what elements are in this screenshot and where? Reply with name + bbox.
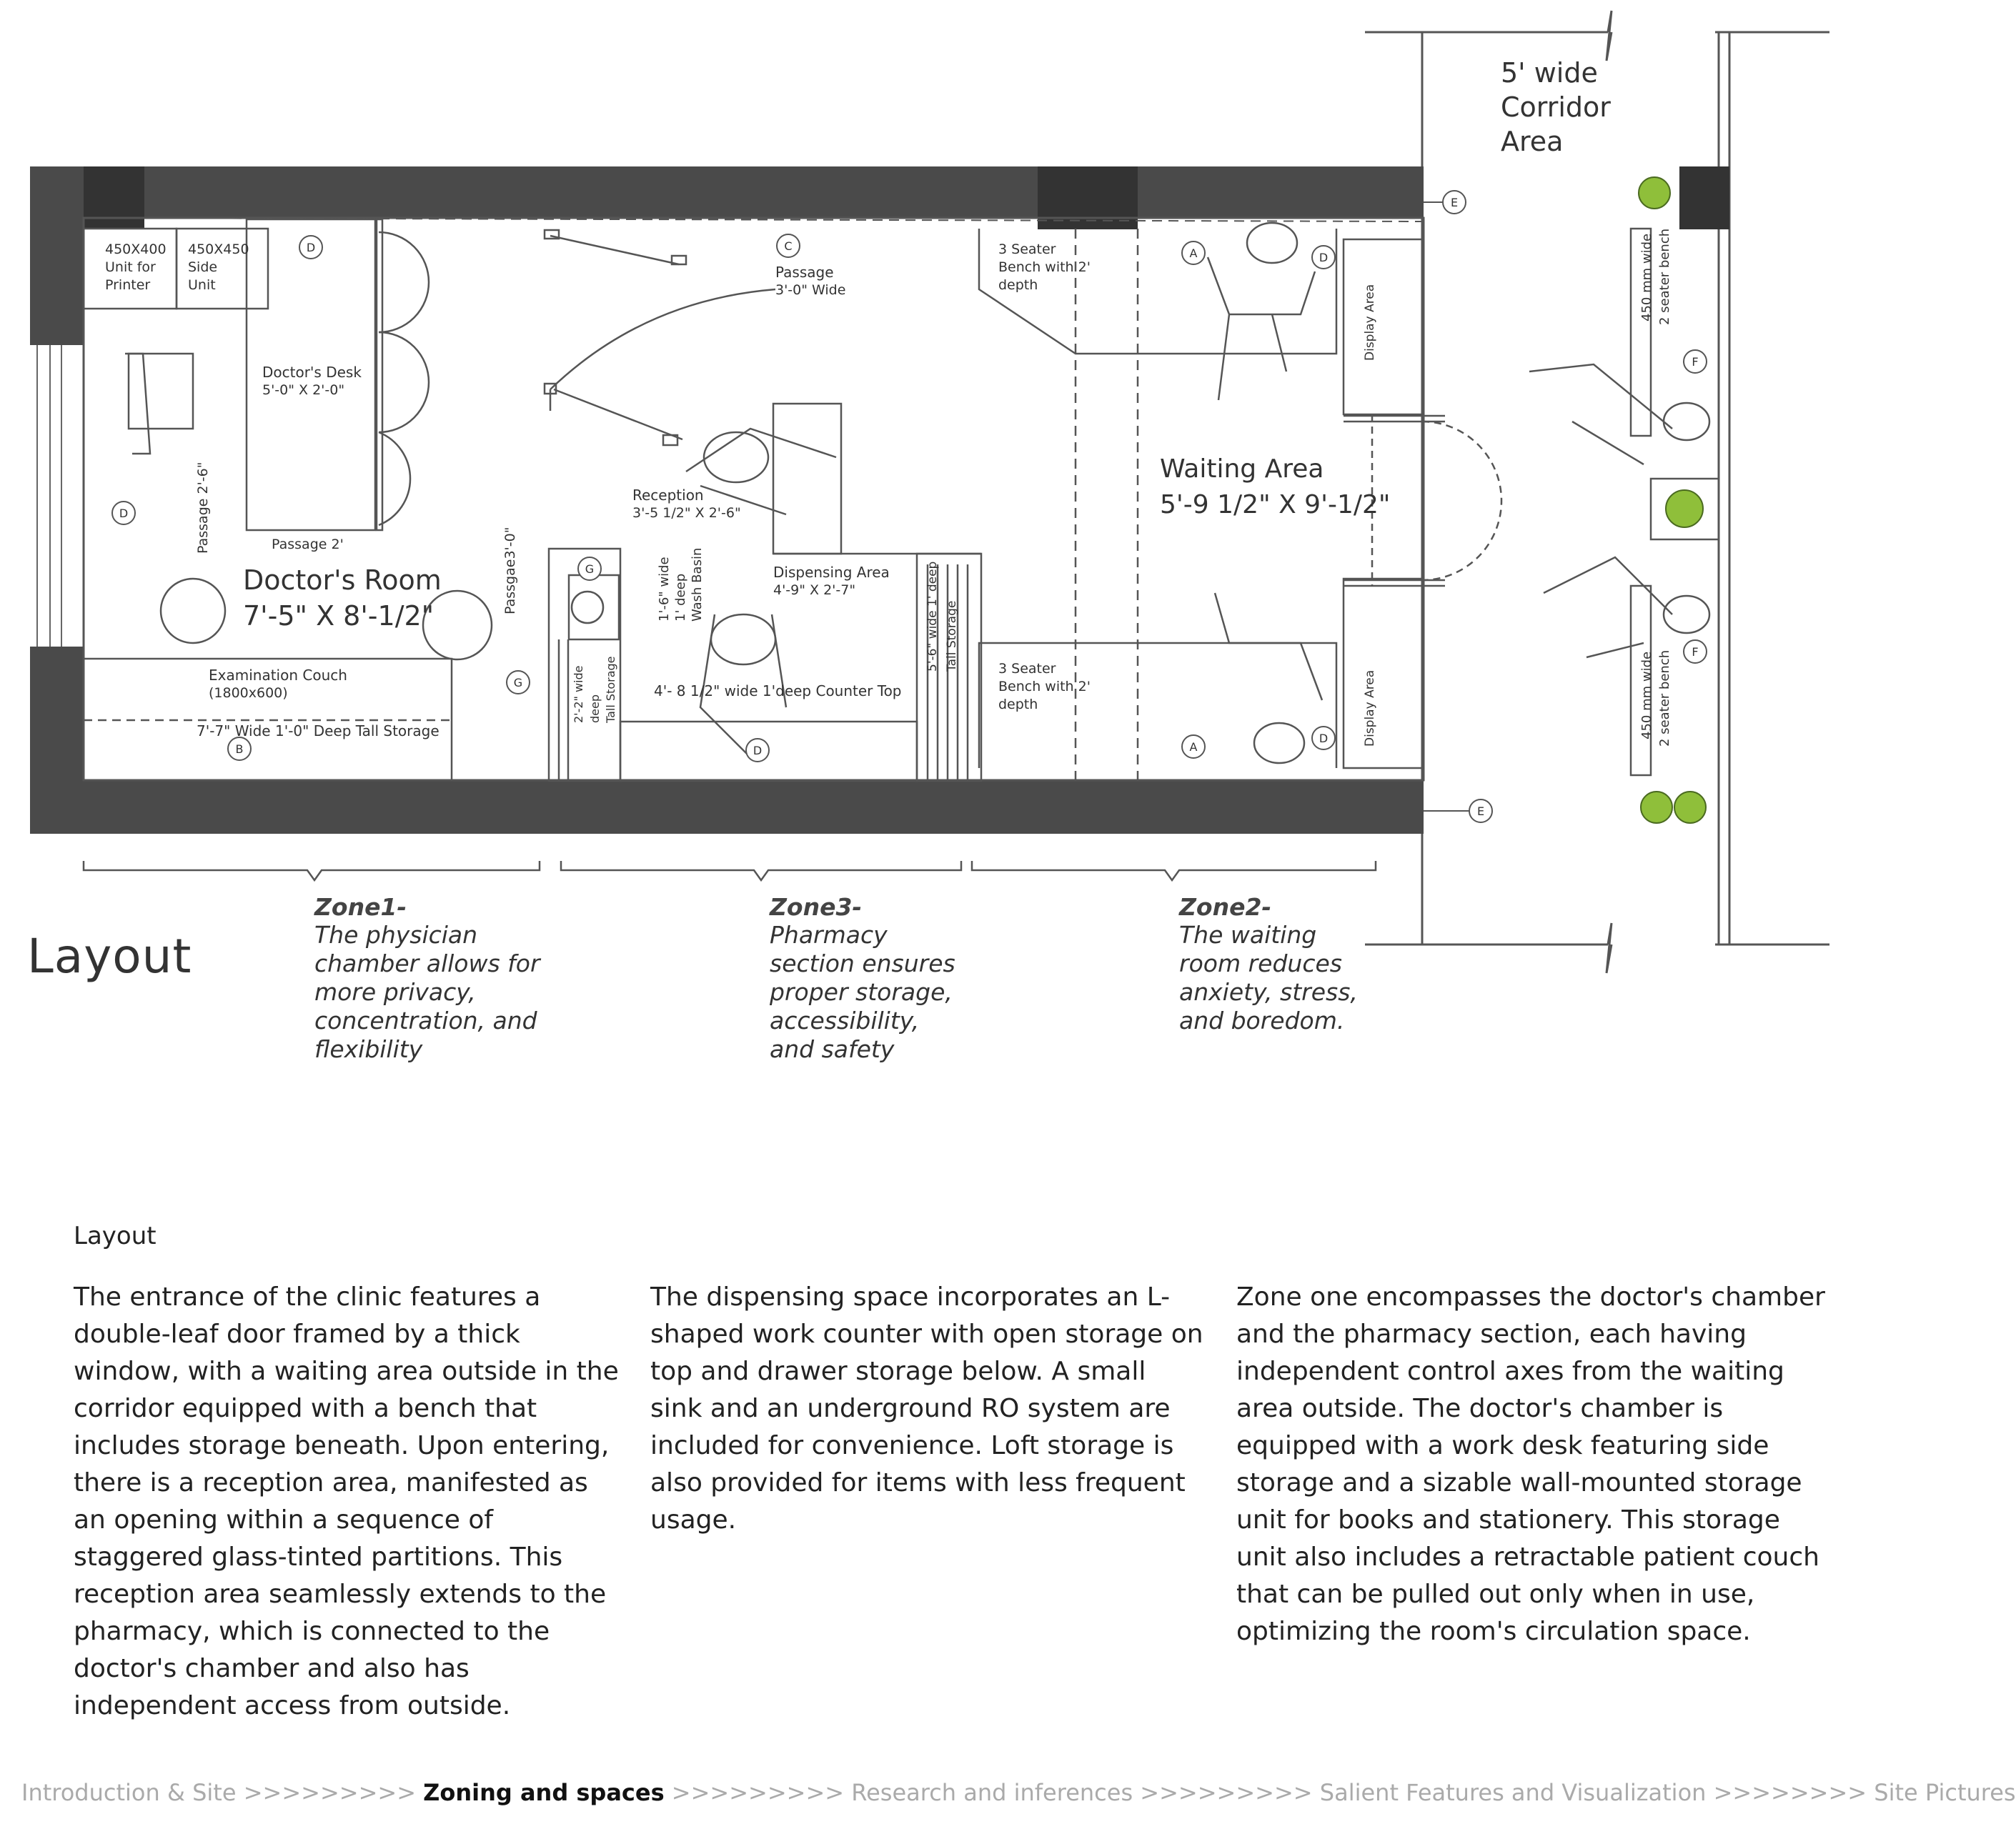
small-tall-storage-label: Tall Storage [604,656,617,723]
marker-b: B [235,742,244,756]
nav-separator: >>>>>>>> [1706,1779,1875,1806]
nav-site-pictures[interactable]: Site Pictures [1874,1779,2016,1806]
layout-title: Layout [27,929,192,984]
doctors-room-label: Doctor's Room [243,564,442,596]
small-tall-storage-label: 2'-2" wide [572,665,585,723]
tall-storage-label: 7'-7" Wide 1'-0" Deep Tall Storage [197,722,440,739]
marker-a: A [1189,740,1198,754]
zone-description: The physician chamber allows for more privacy, concentration, and flexibility [314,921,540,1063]
corridor-label: 5' wide [1501,57,1598,89]
bench-label: depth [998,697,1038,712]
wash-basin-label: 1'-6" wide [657,557,672,622]
doctors-desk-label: Doctor's Desk [262,364,362,381]
corridor-bench-label: 2 seater bench [1657,649,1672,747]
marker-d: D [1319,251,1329,264]
passage-label: 3'-0" Wide [775,282,846,298]
bench-label: Bench with 2' [998,259,1091,275]
zone-description: The waiting room reduces anxiety, stress, and boredom. [1179,921,1358,1035]
zone-title: Zone1- [314,893,407,921]
wash-basin-label: 1' deep [673,573,688,622]
marker-e: E [1450,196,1459,209]
nav-introduction[interactable]: Introduction & Site [21,1779,237,1806]
dispensing-area-label: Dispensing Area [773,564,890,581]
zone-braces [84,861,1376,880]
nav-zoning[interactable]: Zoning and spaces [423,1779,665,1806]
dispensing-area-label: 4'-9" X 2'-7" [773,582,856,598]
marker-d: D [1319,732,1329,745]
doctors-room-label: 7'-5" X 8'-1/2" [243,600,435,632]
printer-unit-label: 450X400 [105,241,167,257]
left-window [37,345,61,647]
waiting-area-label: Waiting Area [1160,454,1324,484]
passage-label: Passage 2' [272,537,344,552]
corridor-label: Area [1501,126,1564,157]
nav-separator: >>>>>>>>> [664,1779,852,1806]
marker-f: F [1692,355,1699,369]
paragraph-entrance: The entrance of the clinic features a double-leaf door framed by a thick window, with a waiting area outside in the corridor equipped with a bench that includes storage beneath. Upon entering, there is a reception area, manifested as an opening within a sequence of staggered glass-tinted partitions. This reception area seamlessly extends to the pharmacy, which is connected to the doctor's chamber and also has independent access from outside. [74,1282,619,1720]
bench-label: 3 Seater [998,661,1056,677]
nav-separator: >>>>>>>>> [1133,1779,1320,1806]
display-area-label: Display Area [1363,669,1377,747]
nav-research[interactable]: Research and inferences [851,1779,1133,1806]
printer-unit-label: Printer [105,277,151,293]
marker-d: D [119,507,129,520]
bench-label: 3 Seater [998,241,1056,257]
marker-f: F [1692,645,1699,659]
bench-label: Bench with 2' [998,679,1091,694]
passage-label: Passage 2'-6" [195,462,211,554]
section-heading: Layout [74,1222,157,1250]
side-unit-label: 450X450 [188,241,249,257]
breadcrumb-nav [21,1779,2016,1806]
nav-separator: >>>>>>>>> [236,1779,424,1806]
zone-1-caption [314,893,572,1064]
nav-salient-features[interactable]: Salient Features and Visualization [1319,1779,1707,1806]
marker-d: D [306,241,316,254]
marker-g: G [585,562,595,576]
zone-3-caption [770,893,970,1064]
marker-g: G [513,676,523,689]
side-unit-label: Unit [188,277,216,293]
corridor-label: Corridor [1501,91,1611,123]
zone-title: Zone3- [770,893,863,921]
pharmacy-storage-label: Tall Storage [945,600,959,672]
small-tall-storage-label: deep [588,694,602,723]
counter-top-label: 4'- 8 1/2" wide 1'deep Counter Top [654,682,902,699]
reception-label: Reception [632,487,704,504]
passage-label: Passgae3'-0" [502,527,518,614]
reception-label: 3'-5 1/2" X 2'-6" [632,505,741,521]
wash-basin-label: Wash Basin [690,547,705,622]
examination-couch-label: (1800x600) [209,685,288,701]
passage-label: Passage [775,264,834,281]
doctors-desk-label: 5'-0" X 2'-0" [262,382,345,398]
marker-e: E [1476,804,1485,818]
corridor-bench-label: 2 seater bench [1657,228,1672,325]
zone-description: Pharmacy section ensures proper storage, accessibility, and safety [770,921,955,1063]
waiting-area-label: 5'-9 1/2" X 9'-1/2" [1160,490,1391,519]
display-area-label: Display Area [1363,284,1377,361]
bench-label: depth [998,277,1038,293]
printer-unit-label: Unit for [105,259,156,275]
paragraph-dispensing: The dispensing space incorporates an L-shaped work counter with open storage on top and drawer storage below. A small sink and an underground RO system are included for convenience. Loft storage is also provided for items with less frequent usage. [650,1282,1203,1535]
corridor-bench-label: 450 mm wide [1639,651,1654,739]
marker-a: A [1189,246,1198,260]
zone-2-caption [1179,893,1365,1035]
paragraph-zone-one: Zone one encompasses the doctor's chamber and the pharmacy section, each having independent control axes from the waiting area outside. The doctor's chamber is equipped with a work desk featuring side storage and a sizable wall-mounted storage unit for books and stationery. This storage unit also includes a retractable patient couch that can be pulled out only when in use, optimizing the room's circulation space. [1236,1282,1825,1646]
marker-d: D [753,744,763,757]
side-unit-label: Side [188,259,218,275]
marker-c: C [784,239,793,253]
pharmacy-storage-label: 5'-6" wide 1' deep [925,561,940,672]
zone-title: Zone2- [1179,893,1272,921]
plan-labels [105,57,1672,747]
corridor-bench-label: 450 mm wide [1639,233,1654,322]
examination-couch-label: Examination Couch [209,667,347,684]
corridor-outline [1365,11,1829,973]
